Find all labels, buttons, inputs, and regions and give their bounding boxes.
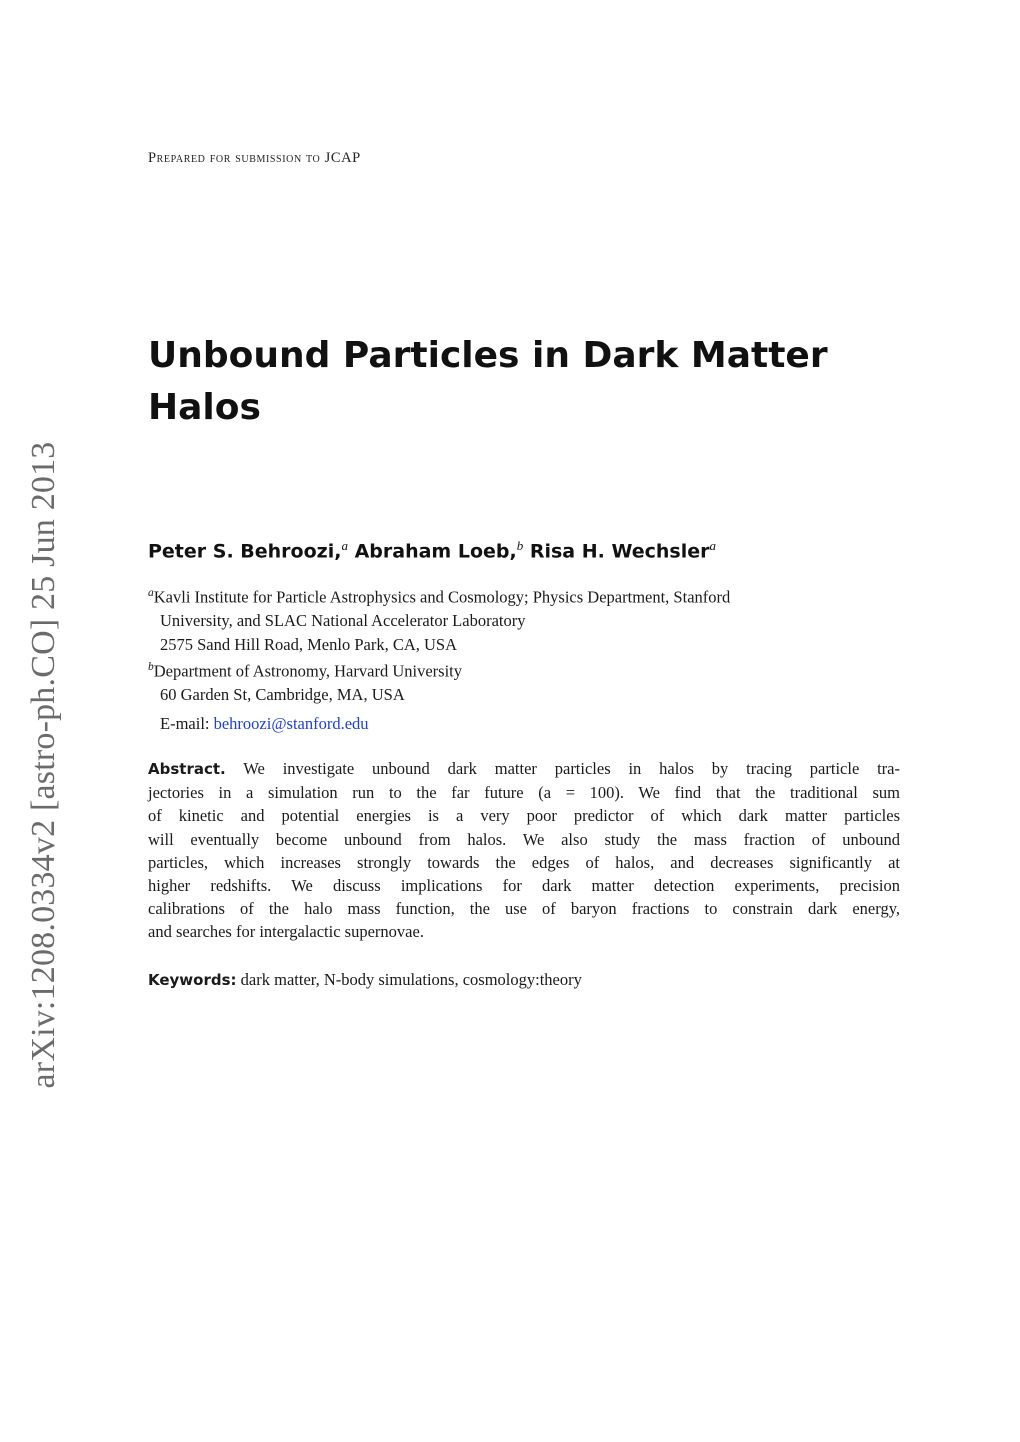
author-name: Abraham Loeb, xyxy=(354,540,517,563)
abstract-text: We investigate unbound dark matter particles in halos by tracing particle tra- xyxy=(243,759,900,778)
keywords-text: dark matter, N-body simulations, cosmology:theory xyxy=(240,970,582,989)
paper-title xyxy=(148,330,868,434)
affiliation-text: 2575 Sand Hill Road, Menlo Park, CA, USA xyxy=(160,634,457,654)
affiliation-text: 60 Garden St, Cambridge, MA, USA xyxy=(160,685,405,704)
author-mark: a xyxy=(341,538,348,553)
affiliation-text: Department of Astronomy, Harvard University xyxy=(153,661,462,681)
abstract xyxy=(148,757,900,944)
affiliation-line xyxy=(148,683,903,707)
abstract-line: particles, which increases strongly towards the edges of halos, and decreases significantly at xyxy=(148,852,900,872)
email-label: E-mail: xyxy=(160,714,214,733)
affiliation-line xyxy=(148,656,903,683)
abstract-heading: Abstract. xyxy=(148,760,226,778)
affiliation-line xyxy=(148,582,903,609)
abstract-line: and searches for intergalactic supernovae. xyxy=(148,922,424,942)
author-mark: b xyxy=(516,538,524,553)
abstract-line: jectories in a simulation run to the far future (a = 100). We find that the traditional sum xyxy=(148,783,900,803)
affiliations xyxy=(148,582,903,707)
abstract-line: calibrations of the halo mass function, the use of baryon fractions to constrain dark energy, xyxy=(148,899,900,919)
submission-note: Prepared for submission to JCAP xyxy=(148,150,361,166)
arxiv-identifier: arXiv:1208.0334v2 [astro-ph.CO] 25 Jun 2013 xyxy=(25,441,62,1089)
contact-email xyxy=(160,714,369,734)
abstract-line: will eventually become unbound from halos. We also study the mass fraction of unbound xyxy=(148,829,900,849)
arxiv-sidebar xyxy=(24,430,64,1100)
keywords-heading: Keywords: xyxy=(148,971,237,989)
author-mark: a xyxy=(709,538,716,553)
abstract-line: of kinetic and potential energies is a very poor predictor of which dark matter particles xyxy=(148,806,900,826)
author-name: Risa H. Wechsler xyxy=(529,540,710,563)
email-link[interactable]: behroozi@stanford.edu xyxy=(213,714,369,733)
abstract-line xyxy=(148,757,900,781)
affiliation-mark: a xyxy=(148,587,154,599)
affiliation-text: University, and SLAC National Accelerator Laboratory xyxy=(160,611,526,630)
affiliation-line xyxy=(148,609,903,633)
title-line-2: Halos xyxy=(148,387,261,428)
abstract-line: higher redshifts. We discuss implications for dark matter detection experiments, precision xyxy=(148,876,900,896)
keywords xyxy=(148,970,582,990)
author-name: Peter S. Behroozi, xyxy=(148,540,342,563)
author-list xyxy=(148,538,716,562)
affiliation-text: Kavli Institute for Particle Astrophysics and Cosmology; Physics Department, Stanford xyxy=(153,587,731,607)
affiliation-mark: b xyxy=(148,661,154,673)
affiliation-line xyxy=(148,633,903,657)
title-line-1: Unbound Particles in Dark Matter xyxy=(148,335,828,376)
